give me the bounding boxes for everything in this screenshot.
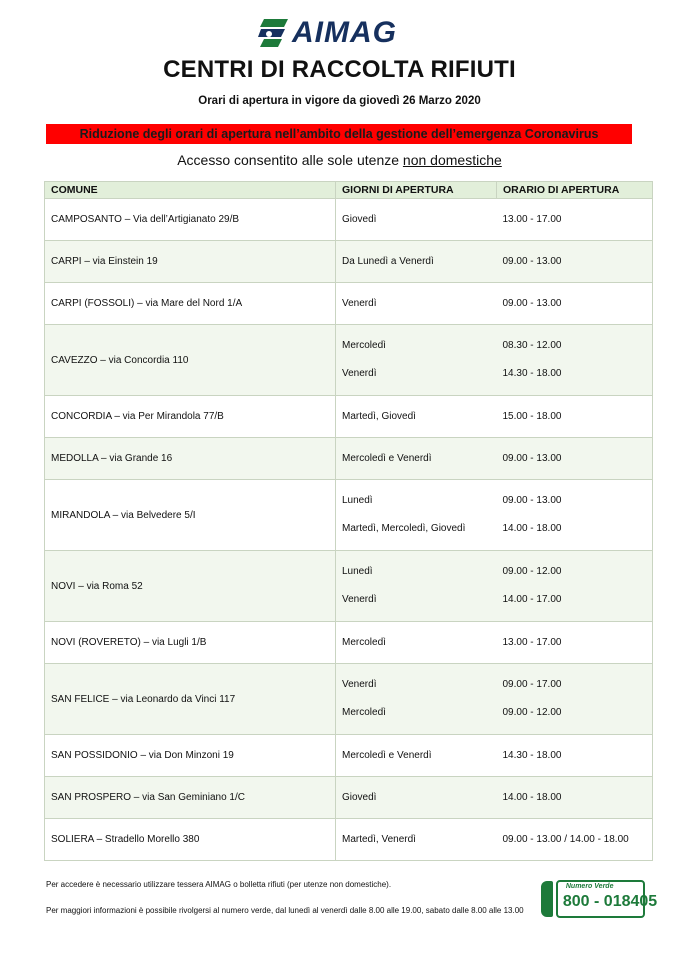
orario-line: 08.30 - 12.00 — [502, 340, 562, 351]
giorni-line: Giovedì — [342, 791, 377, 803]
cell-giorni — [336, 480, 497, 551]
cell-orario — [497, 396, 653, 438]
table-row — [45, 819, 653, 861]
table-row — [45, 199, 653, 241]
cell-comune: MEDOLLA – via Grande 16 — [45, 438, 336, 480]
cell-orario — [497, 735, 653, 777]
cell-orario — [497, 325, 653, 396]
cell-giorni — [336, 622, 497, 664]
table-header-row — [45, 182, 653, 199]
orario-line: 13.00 - 17.00 — [502, 636, 562, 648]
numero-verde-badge — [541, 878, 658, 920]
cell-orario — [497, 283, 653, 325]
orario-line: 09.00 - 12.00 — [502, 707, 562, 718]
cell-comune: NOVI (ROVERETO) – via Lugli 1/B — [45, 622, 336, 664]
table-row — [45, 241, 653, 283]
coronavirus-alert-banner: Riduzione degli orari di apertura nell’ambito della gestione dell’emergenza Coronavirus — [46, 124, 632, 144]
cell-giorni — [336, 735, 497, 777]
aimag-logo-icon — [258, 19, 288, 47]
cell-comune: CAVEZZO – via Concordia 110 — [45, 325, 336, 396]
cell-orario — [497, 551, 653, 622]
cell-comune: CAMPOSANTO – Via dell’Artigianato 29/B — [45, 199, 336, 241]
page-title: CENTRI DI RACCOLTA RIFIUTI — [163, 56, 516, 83]
column-header-orario: ORARIO DI APERTURA — [497, 182, 653, 199]
cell-giorni — [336, 241, 497, 283]
orario-line: 14.30 - 18.00 — [502, 749, 562, 761]
table-row — [45, 551, 653, 622]
giorni-line: Mercoledì — [342, 636, 386, 648]
orario-line: 09.00 - 13.00 — [502, 452, 562, 464]
giorni-line: Martedì, Giovedì — [342, 410, 416, 422]
giorni-line: Lunedì — [342, 495, 373, 506]
table-row — [45, 480, 653, 551]
schedule-table — [44, 181, 653, 861]
table-row — [45, 735, 653, 777]
orario-line: 15.00 - 18.00 — [502, 410, 562, 422]
cell-orario — [497, 819, 653, 861]
cell-giorni — [336, 819, 497, 861]
giorni-line: Mercoledì e Venerdì — [342, 749, 432, 761]
giorni-line: Mercoledì — [342, 340, 386, 351]
validity-subtitle: Orari di apertura in vigore da giovedì 26 Marzo 2020 — [198, 95, 481, 107]
cell-giorni — [336, 396, 497, 438]
access-emphasis: non domestiche — [402, 152, 502, 168]
giorni-line: Venerdì — [342, 297, 377, 309]
cell-comune: SAN PROSPERO – via San Geminiano 1/C — [45, 777, 336, 819]
orario-line: 09.00 - 17.00 — [502, 679, 562, 690]
cell-orario — [497, 199, 653, 241]
table-row — [45, 664, 653, 735]
cell-giorni — [336, 199, 497, 241]
cell-orario — [497, 480, 653, 551]
orario-line: 09.00 - 13.00 — [502, 495, 562, 506]
cell-giorni — [336, 325, 497, 396]
access-requirement-note: Per accedere è necessario utilizzare tessera AIMAG o bolletta rifiuti (per utenze non domestiche). — [46, 880, 392, 889]
aimag-logo — [258, 18, 397, 48]
cell-orario — [497, 438, 653, 480]
giorni-line: Giovedì — [342, 213, 377, 225]
numero-verde-number: 800 - 018405 — [562, 893, 658, 910]
cell-comune: NOVI – via Roma 52 — [45, 551, 336, 622]
table-row — [45, 283, 653, 325]
table-row — [45, 622, 653, 664]
cell-comune: CONCORDIA – via Per Mirandola 77/B — [45, 396, 336, 438]
access-prefix: Accesso consentito alle sole utenze — [177, 152, 403, 168]
cell-comune: SAN POSSIDONIO – via Don Minzoni 19 — [45, 735, 336, 777]
cell-comune: SOLIERA – Stradello Morello 380 — [45, 819, 336, 861]
schedule-table-body — [45, 199, 653, 861]
cell-giorni — [336, 551, 497, 622]
orario-line: 14.00 - 17.00 — [502, 594, 562, 605]
orario-line: 09.00 - 13.00 — [502, 255, 562, 267]
orario-line: 14.00 - 18.00 — [502, 791, 562, 803]
cell-comune: CARPI – via Einstein 19 — [45, 241, 336, 283]
table-row — [45, 777, 653, 819]
orario-line: 09.00 - 13.00 / 14.00 - 18.00 — [502, 833, 629, 845]
cell-orario — [497, 777, 653, 819]
orario-line: 13.00 - 17.00 — [502, 213, 562, 225]
cell-giorni — [336, 777, 497, 819]
cell-giorni — [336, 664, 497, 735]
column-header-giorni: GIORNI DI APERTURA — [336, 182, 497, 199]
giorni-line: Venerdì — [342, 594, 377, 605]
numero-verde-label: Numero Verde — [565, 883, 614, 890]
cell-comune: SAN FELICE – via Leonardo da Vinci 117 — [45, 664, 336, 735]
cell-orario — [497, 664, 653, 735]
giorni-line: Venerdì — [342, 679, 377, 690]
giorni-line: Martedì, Venerdì — [342, 833, 416, 845]
table-row — [45, 438, 653, 480]
giorni-line: Venerdì — [342, 368, 377, 379]
cell-orario — [497, 241, 653, 283]
table-row — [45, 325, 653, 396]
numero-verde-box — [556, 880, 658, 918]
column-header-comune: COMUNE — [45, 182, 336, 199]
logo-text: AIMAG — [292, 16, 397, 49]
giorni-line: Da Lunedì a Venerdì — [342, 255, 434, 267]
orario-line: 14.30 - 18.00 — [502, 368, 562, 379]
cell-giorni — [336, 438, 497, 480]
orario-line: 09.00 - 13.00 — [502, 297, 562, 309]
cell-giorni — [336, 283, 497, 325]
info-note: Per maggiori informazioni è possibile rivolgersi al numero verde, dal lunedì al venerdì dalle 8.00 alle 19.00, sabato dalle 8.00 alle 13.00 — [46, 906, 524, 915]
orario-line: 14.00 - 18.00 — [502, 523, 562, 534]
giorni-line: Lunedì — [342, 566, 373, 577]
giorni-line: Mercoledì e Venerdì — [342, 452, 432, 464]
orario-line: 09.00 - 12.00 — [502, 566, 562, 577]
cell-orario — [497, 622, 653, 664]
giorni-line: Mercoledì — [342, 707, 386, 718]
cell-comune: MIRANDOLA – via Belvedere 5/I — [45, 480, 336, 551]
giorni-line: Martedì, Mercoledì, Giovedì — [342, 523, 466, 534]
phone-icon — [541, 881, 553, 917]
cell-comune: CARPI (FOSSOLI) – via Mare del Nord 1/A — [45, 283, 336, 325]
access-notice — [0, 152, 679, 168]
table-row — [45, 396, 653, 438]
